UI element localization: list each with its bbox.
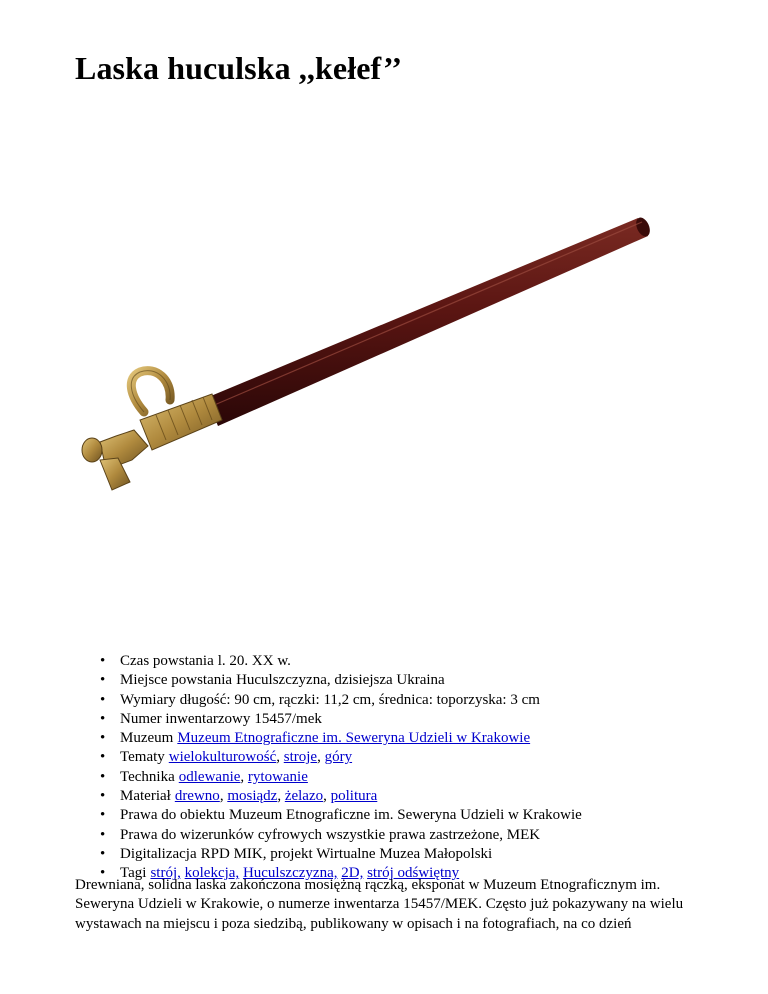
metadata-label: Tagi [120, 865, 147, 882]
list-item-material: • Materiał drewno, mosiądz, żelazo, politura [100, 787, 582, 806]
cane-image [60, 150, 710, 640]
list-item-creation [100, 652, 582, 671]
metadata-value: Muzeum Etnograficzne im. Seweryna Udzieli w Krakowie [228, 807, 582, 824]
list-item-object-rights [100, 806, 582, 825]
metadata-label: Czas powstania [120, 653, 214, 669]
material-link[interactable]: żelazo [284, 788, 324, 805]
topic-link[interactable]: stroje [283, 749, 318, 766]
list-item-topics: • Tematy wielokulturowość, stroje, góry [100, 748, 582, 767]
museum-link[interactable]: Muzeum Etnograficzne im. Seweryna Udzieli w Krakowie [177, 730, 531, 747]
tag-link[interactable]: kolekcja, [184, 865, 240, 882]
list-item-place [100, 671, 582, 690]
list-item-image-rights [100, 826, 582, 845]
metadata-label: Prawa do obiektu [120, 807, 225, 824]
list-item-technique: • Technika odlewanie, rytowanie [100, 768, 582, 787]
metadata-value: Huculszczyzna, dzisiejsza Ukraina [236, 672, 445, 689]
cane-handle [82, 371, 222, 490]
object-photo [60, 150, 710, 640]
material-link[interactable]: drewno [174, 788, 220, 805]
metadata-value: RPD MIK, projekt Wirtualne Muzea Małopolski [200, 845, 493, 862]
metadata-label: Muzeum [120, 730, 174, 747]
list-item-museum [100, 729, 582, 748]
metadata-label: Technika [120, 768, 175, 785]
tag-link[interactable]: Huculszczyzna, [242, 865, 338, 882]
list-item-digitization [100, 845, 582, 864]
metadata-label: Numer inwentarzowy [120, 710, 251, 727]
list-item-dimensions [100, 691, 582, 710]
material-link[interactable]: politura [330, 788, 378, 805]
tag-link[interactable]: 2D, [341, 865, 364, 882]
technique-link[interactable]: odlewanie [178, 768, 241, 785]
metadata-label: Materiał [120, 788, 171, 805]
topic-link[interactable]: góry [324, 749, 353, 766]
technique-link[interactable]: rytowanie [247, 768, 308, 785]
tag-link[interactable]: strój, [150, 865, 181, 882]
description-paragraph: Drewniana, solidna laska zakończona mosiężną rączką, eksponat w Muzeum Etnograficznym im. Seweryna Udzieli w Krakowie, o numerze inwentarza 15457/MEK. Często już pokazywany na wielu wystawach na miejscu i poza siedzibą, publikowany w opisach i na fotografiach, na co dzień [75, 877, 684, 932]
metadata-value: wszystkie prawa zastrzeżone, MEK [326, 826, 541, 843]
topic-link[interactable]: wielokulturowość [168, 749, 277, 766]
metadata-value: l. 20. XX w. [217, 653, 291, 669]
metadata-label: Miejsce powstania [120, 672, 233, 689]
metadata-label: Digitalizacja [120, 845, 197, 862]
cane-shaft [206, 215, 653, 426]
material-link[interactable]: mosiądz [227, 788, 278, 805]
metadata-label: Tematy [120, 749, 165, 766]
metadata-list [100, 652, 582, 884]
list-item-inventory [100, 710, 582, 729]
metadata-value: 15457/mek [254, 710, 322, 727]
metadata-value: długość: 90 cm, rączki: 11,2 cm, średnica: toporzyska: 3 cm [179, 691, 540, 708]
tag-link[interactable]: strój odświętny [367, 865, 460, 882]
page-title: Laska huculska ,,kełef’’ [75, 50, 403, 86]
metadata-label: Prawa do wizerunków cyfrowych [120, 826, 323, 843]
metadata-label: Wymiary [120, 691, 176, 708]
